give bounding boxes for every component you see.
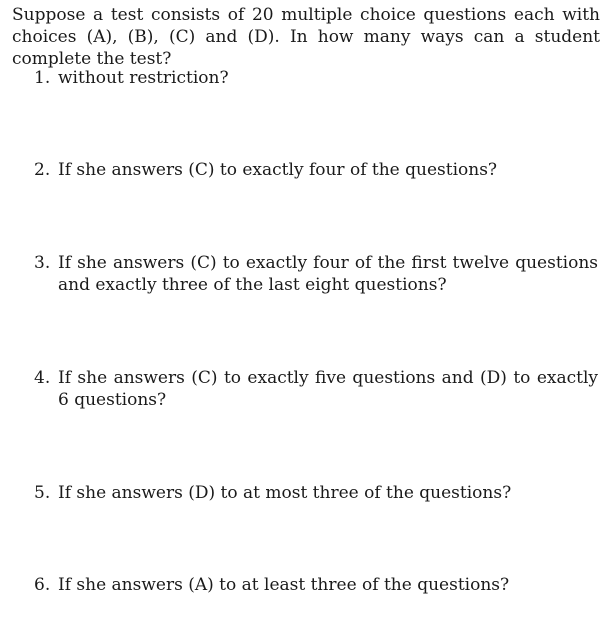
problem-text: If she answers (A) to at least three of the questions? xyxy=(58,575,510,595)
problem-text: If she answers (C) to exactly four of the questions? xyxy=(58,160,498,180)
problem-item-1 xyxy=(34,67,598,89)
problem-item-6 xyxy=(34,574,598,596)
problem-item-4 xyxy=(34,367,598,411)
problem-text: If she answers (C) to exactly four of the first twelve questions and exactly three of the last eight questions? xyxy=(58,253,598,295)
problem-number: 6. xyxy=(34,575,51,595)
problem-item-2 xyxy=(34,159,598,181)
problem-number: 5. xyxy=(34,483,51,503)
problem-item-3 xyxy=(34,252,598,296)
problem-number: 2. xyxy=(34,160,51,180)
problem-item-5 xyxy=(34,482,598,504)
problem-number: 1. xyxy=(34,68,51,88)
problem-intro: Suppose a test consists of 20 multiple choice questions each with choices (A), (B), (C) and (D). In how many ways can a student complete the test? xyxy=(12,5,600,69)
problem-text: If she answers (C) to exactly five questions and (D) to exactly 6 questions? xyxy=(58,368,598,410)
problem-text: without restriction? xyxy=(58,68,229,88)
problem-number: 3. xyxy=(34,253,51,273)
problem-number: 4. xyxy=(34,368,51,388)
problem-text: If she answers (D) to at most three of the questions? xyxy=(58,483,512,503)
